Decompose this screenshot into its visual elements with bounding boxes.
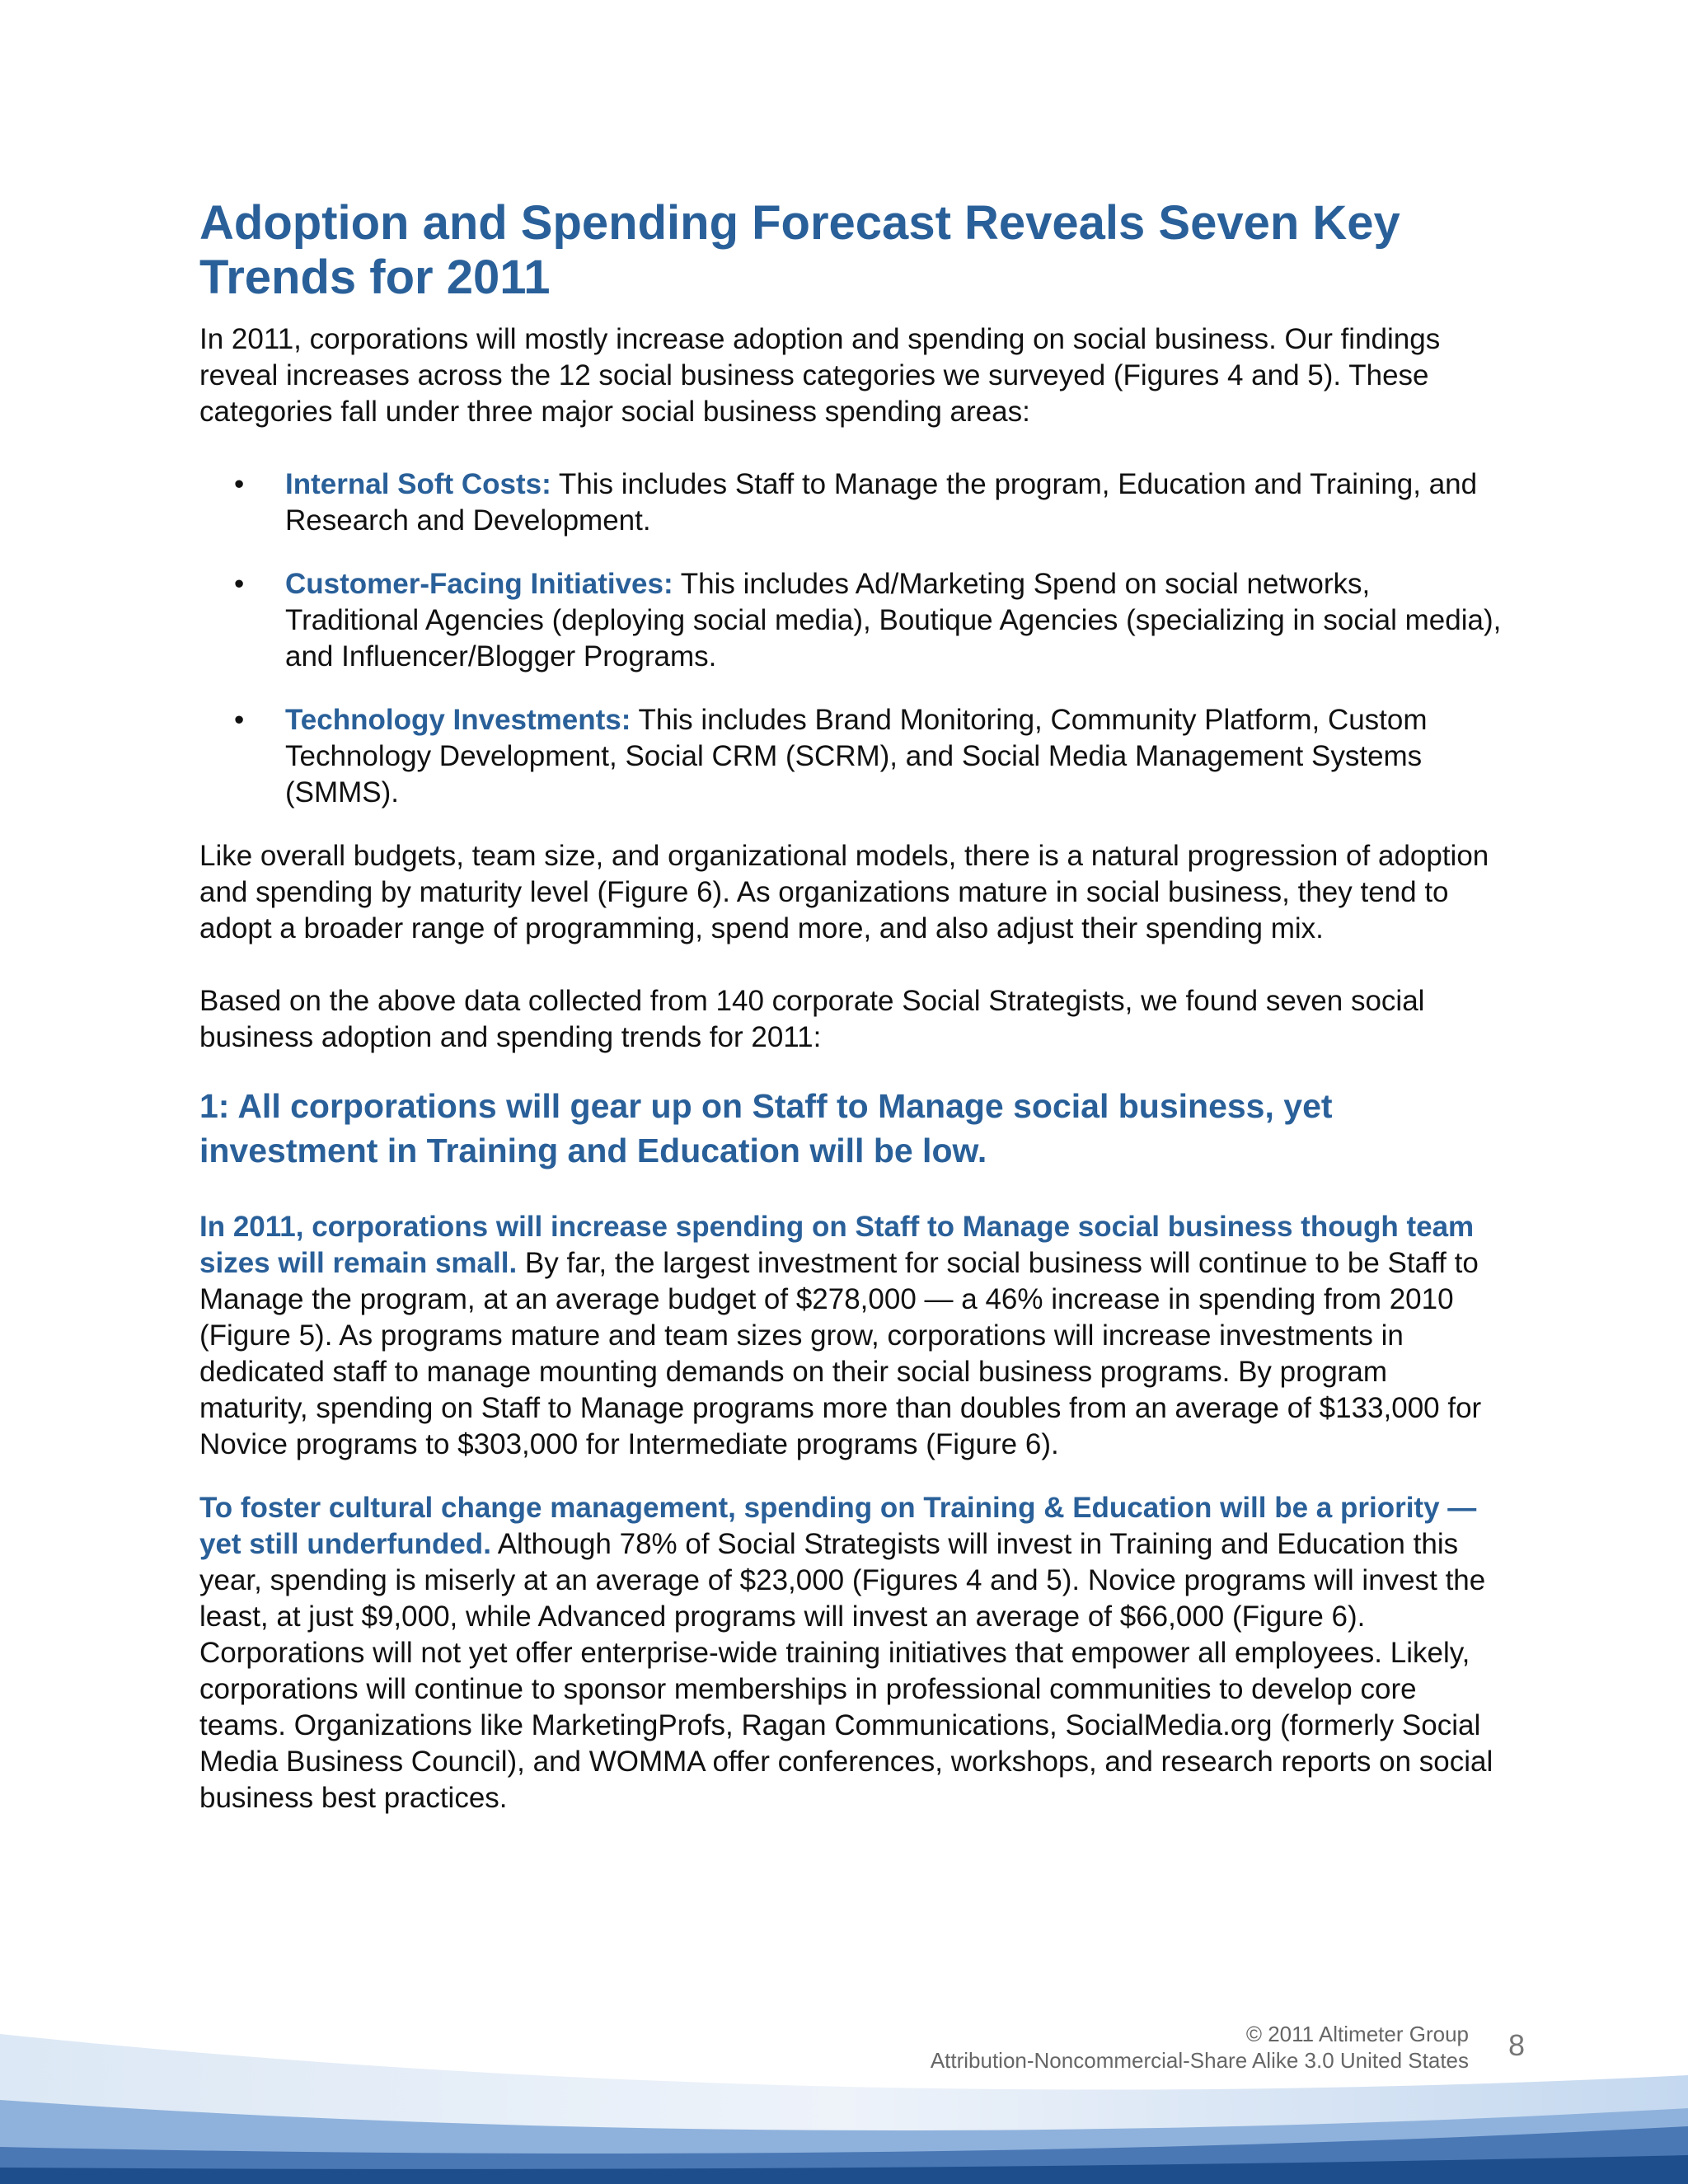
list-item-lead: Technology Investments:	[285, 704, 631, 736]
list-item-text: This includes Ad/Marketing Spend on social networks, Traditional Agencies (deploying social media), Boutique Agencies (specializing in social media), and Influencer/Blogger Programs.	[285, 568, 1502, 673]
staff-paragraph-text: By far, the largest investment for social business will continue to be Staff to Manage the program, at an average budget of $278,000 — a 46% increase in spending from 2010 (Figure 5). As programs mature and team sizes grow, corporations will increase investments in dedicated staff to manage mounting demands on their social business programs. By program maturity, spending on Staff to Manage programs more than doubles from an average of $133,000 for Novice programs to $303,000 for Intermediate programs (Figure 6).	[199, 1247, 1482, 1460]
footer-license: Attribution-Noncommercial-Share Alike 3.0 United States	[930, 2048, 1469, 2073]
list-item	[199, 466, 1502, 539]
list-item-lead: Customer-Facing Initiatives:	[285, 568, 673, 600]
page-number: 8	[1508, 2028, 1526, 2062]
training-paragraph-text: Although 78% of Social Strategists will invest in Training and Education this year, spending is miserly at an average of $23,000 (Figures 4 and 5). Novice programs will invest the least, at just $9,000, while Advanced programs will invest an average of $66,000 (Figure 6). Corporations will not yet offer enterprise-wide training initiatives that empower all employees. Likely, corporations will continue to sponsor memberships in professional communities to develop core teams. Organizations like MarketingProfs, Ragan Communications, SocialMedia.org (formerly Social Media Business Council), and WOMMA offer conferences, workshops, and research reports on social business best practices.	[199, 1528, 1493, 1814]
intro-paragraph: In 2011, corporations will mostly increase adoption and spending on social business. Our findings reveal increases across the 12 social business categories we surveyed (Figures 4 and 5). These categories fall under three major social business spending areas:	[199, 323, 1441, 428]
list-item	[199, 702, 1502, 811]
staff-paragraph	[199, 1209, 1502, 1463]
progression-paragraph: Like overall budgets, team size, and organizational models, there is a natural progression of adoption and spending by maturity level (Figure 6). As organizations mature in social business, they tend to adopt a broader range of programming, spend more, and also adjust their spending mix.	[199, 840, 1489, 944]
page-content	[199, 196, 1502, 1816]
footer-credits	[931, 2021, 1469, 2074]
spending-areas-list	[199, 466, 1502, 811]
list-item-text: This includes Brand Monitoring, Community Platform, Custom Technology Development, Social CRM (SCRM), and Social Media Management Systems (SMMS).	[285, 704, 1428, 808]
page-title: Adoption and Spending Forecast Reveals Seven Key Trends for 2011	[199, 196, 1400, 304]
list-item-text: This includes Staff to Manage the program, Education and Training, and Research and Development.	[285, 468, 1478, 537]
seven-trends-paragraph: Based on the above data collected from 140 corporate Social Strategists, we found seven social business adoption and spending trends for 2011:	[199, 985, 1425, 1053]
bullet-icon: •	[234, 704, 245, 736]
staff-paragraph-lead: In 2011, corporations will increase spending on Staff to Manage social business though team sizes will remain small.	[199, 1211, 1475, 1279]
list-item-lead: Internal Soft Costs:	[285, 468, 551, 500]
bullet-icon: •	[234, 568, 245, 600]
training-paragraph-lead: To foster cultural change management, spending on Training & Education will be a priority — yet still underfunded.	[199, 1492, 1477, 1560]
list-item	[199, 566, 1502, 675]
footer-copyright: © 2011 Altimeter Group	[1245, 2022, 1469, 2046]
training-paragraph	[199, 1490, 1502, 1816]
trend-1-heading: 1: All corporations will gear up on Staff to Manage social business, yet investment in Training and Education will be low.	[199, 1087, 1333, 1169]
bullet-icon: •	[234, 468, 245, 500]
